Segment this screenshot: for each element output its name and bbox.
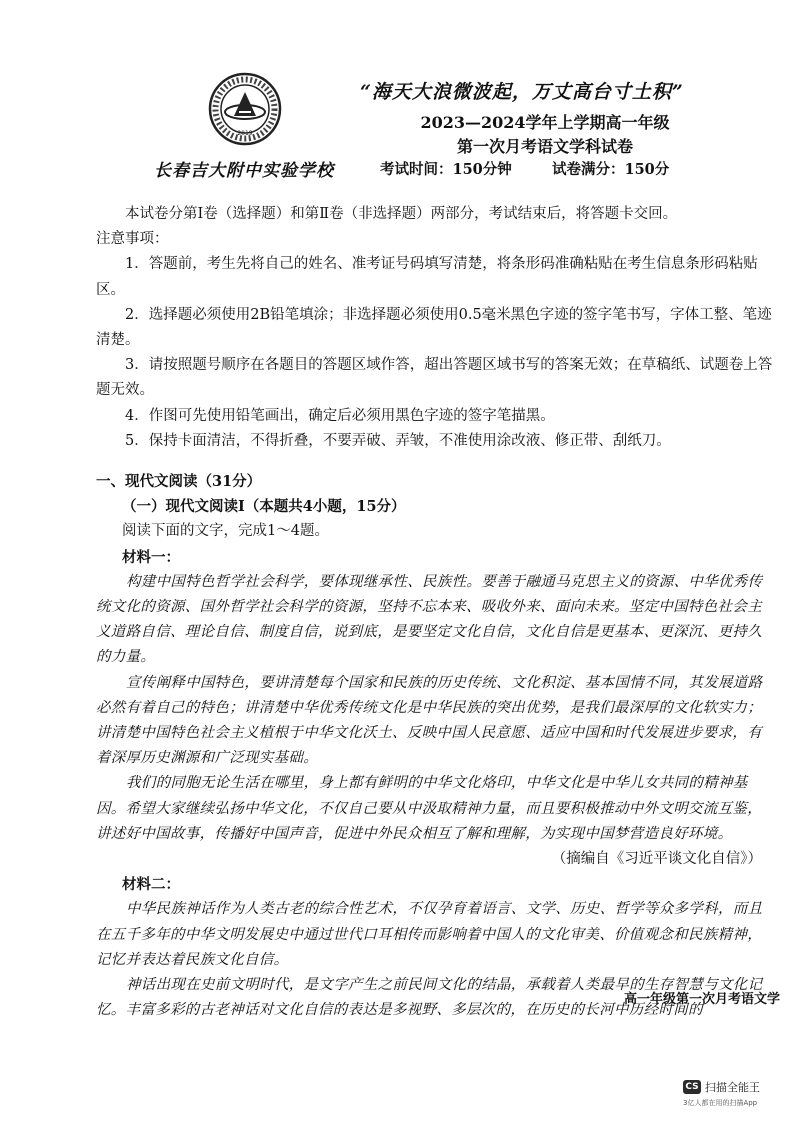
section-heading: 一、现代文阅读（31分） [96, 473, 262, 491]
exam-title-term: 2023—2024学年上学期高一年级 [420, 113, 670, 132]
scanner-app-name: 扫描全能王 [705, 1081, 760, 1094]
notice-item: 4．作图可先使用铅笔画出，确定后必须用黑色字迹的签字笔描黑。 [125, 407, 555, 424]
notice-item: 5．保持卡面清洁，不得折叠，不要弄破、弄皱，不准使用涂改液、修正带、刮纸刀。 [125, 432, 671, 449]
notice-item: 3．请按照题号顺序在各题目的答题区域作答，超出答题区域书写的答案无效；在草稿纸、试题卷上答题无效。 [96, 357, 773, 399]
notice-item: 2．选择题必须使用2B铅笔填涂；非选择题必须使用0.5毫米黑色字迹的签字笔书写，字体工整、笔迹清楚。 [96, 306, 772, 349]
notice-title: 注意事项： [96, 231, 169, 248]
school-motto: “海天大浪微波起，万丈高台寸土积” [360, 81, 684, 103]
material-paragraph: 神话出现在史前文明时代，是文字产生之前民间文化的结晶，承载着人类最早的生存智慧与文化记忆。丰富多彩的古老神话对文化自信的表达是多视野、多层次的，在历史的长河中历经时间的 [96, 977, 763, 1019]
school-name: 长春吉大附中实验学校 [154, 161, 334, 181]
material-source: （摘编自《习近平谈文化自信》） [551, 851, 762, 868]
scanner-watermark [683, 1078, 783, 1112]
camscanner-icon: CS [683, 1080, 701, 1094]
instructions-intro: 本试卷分第Ⅰ卷（选择题）和第Ⅱ卷（非选择题）两部分，考试结束后，将答题卡交回。 [125, 206, 678, 222]
notice-item: 1．答题前，考生先将自己的姓名、准考证号码填写清楚，将条形码准确粘贴在考生信息条形码粘贴区。 [96, 256, 758, 298]
material-paragraph: 构建中国特色哲学社会科学，要体现继承性、民族性。要善于融通马克思主义的资源、中华优秀传统文化的资源、国外哲学社会科学的资源，坚持不忘本来、吸收外来、面向未来。坚定中国特色社会主义道路自信、理论自信、制度自信，说到底，是要坚定文化自信，文化自信是更基本、更深沉、更持久的力量。 [96, 573, 763, 666]
material-paragraph: 我们的同胞无论生活在哪里，身上都有鲜明的中华文化烙印，中华文化是中华儿女共同的精神基因。希望大家继续弘扬中华文化，不仅自己要从中汲取精神力量，而且要积极推动中外文明交流互鉴，讲述好中国故事，传播好中国声音，促进中外民众相互了解和理解，为实现中国梦营造良好环境。 [96, 775, 762, 842]
logo-year: 2019 [237, 130, 253, 137]
full-score: 试卷满分：150分 [552, 161, 670, 178]
exam-title-subject: 第一次月考语文学科试卷 [456, 137, 633, 156]
material-paragraph: 宣传阐释中国特色，要讲清楚每个国家和民族的历史传统、文化积淀、基本国情不同，其发展道路必然有着自己的特色；讲清楚中华优秀传统文化是中华民族的突出优势，是我们最深厚的文化软实力；讲清楚中国特色社会主义植根于中华文化沃土、反映中国人民意愿、适应中国和时代发展进步要求，有着深厚历史渊源和广泛现实基础。 [96, 674, 763, 767]
material-two-label: 材料二： [122, 876, 180, 894]
school-logo-icon [208, 72, 282, 146]
scanner-tagline: 3亿人都在用的扫描App [683, 1099, 758, 1107]
exam-body [96, 202, 776, 1024]
material-paragraph: 中华民族神话作为人类古老的综合性艺术，不仅孕育着语言、文学、历史、哲学等众多学科，而且在五千多年的中华文明发展史中通过世代口耳相传而影响着中国人的文化审美、价值观念和民族精神，记忆并表达着民族文化自信。 [96, 901, 763, 968]
material-one-label: 材料一： [122, 548, 180, 566]
reading-direction: 阅读下面的文字，完成1～4题。 [122, 523, 329, 540]
page-footer: 高一年级第一次月考语文学 [623, 992, 780, 1007]
exam-time: 考试时间：150分钟 [380, 161, 512, 178]
subsection-heading: （一）现代文阅读Ⅰ（本题共4小题，15分） [122, 498, 406, 516]
